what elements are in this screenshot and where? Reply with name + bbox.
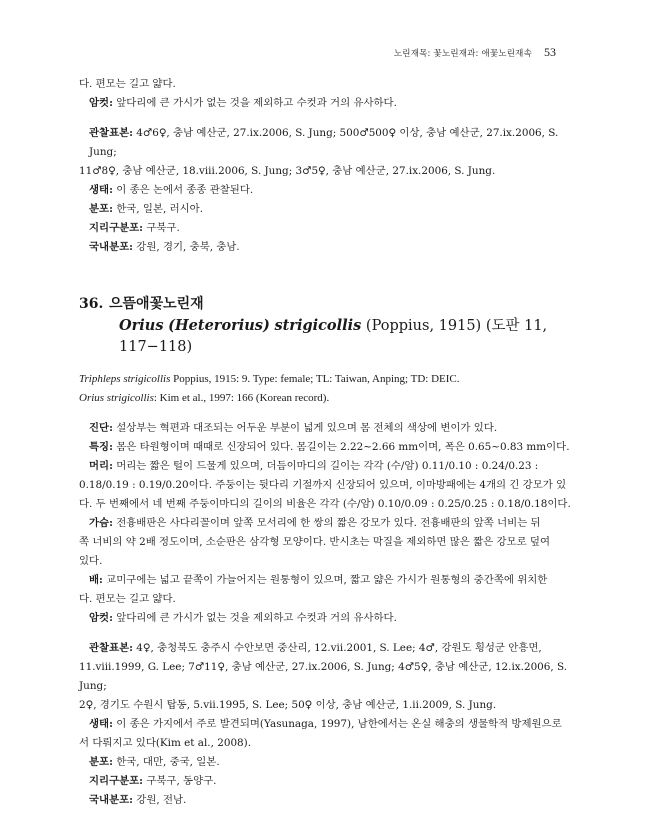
- page-body: [79, 75, 579, 810]
- reference-line: [79, 389, 579, 408]
- features-label: 특징:: [89, 441, 113, 453]
- thorax-line: 있다.: [79, 555, 103, 567]
- ecology-para: [79, 715, 579, 734]
- zoogeography-text: 구북구, 동양구.: [143, 775, 217, 787]
- korea-distribution-text: 강원, 경기, 충북, 충남.: [133, 241, 240, 253]
- diagnosis-para: [79, 419, 579, 438]
- running-header: [0, 47, 652, 63]
- species-author: (Poppius, 1915) (도판 11, 117−118): [119, 318, 548, 355]
- abdomen-line: 교미구에는 넓고 끝쪽이 가늘어지는 원통형이 있으며, 짧고 얇은 가시가 원통형의 중간쪽에 위치한: [102, 574, 548, 586]
- thorax-line: 쪽 너비의 약 2배 정도이며, 소순판은 삼각형 모양이다. 반시초는 막질을 제외하면 많은 짧은 강모로 덮여: [79, 536, 550, 548]
- features-para: [79, 438, 579, 457]
- page-number: 53: [544, 45, 556, 59]
- female-note: [79, 94, 579, 113]
- female-text: 앞다리에 큰 가시가 없는 것을 제외하고 수컷과 거의 유사하다.: [112, 612, 397, 624]
- body-line: 다. 편모는 길고 얇다.: [79, 78, 176, 90]
- specimens-para: [79, 639, 579, 658]
- zoogeography-para: [79, 772, 579, 791]
- zoogeography-label: 지리구분포:: [89, 775, 144, 787]
- thorax-line: 전흉배판은 사다리꼴이며 앞쪽 모서리에 한 쌍의 짧은 강모가 있다. 전흉배판의 앞쪽 너비는 뒤: [112, 517, 541, 529]
- thorax-para: [79, 514, 579, 533]
- reference-text: Poppius, 1915: 9. Type: female; TL: Taiwan, Anping; TD: DEIC.: [170, 373, 460, 385]
- reference-name: Orius strigicollis: [79, 392, 154, 404]
- head-para: [79, 457, 579, 476]
- head-line: 0.18/0.19 : 0.19/0.20이다. 주둥이는 뒷다리 기절까지 신장되어 있으며, 이마방패에는 4개의 긴 강모가 있: [79, 479, 567, 491]
- specimens-line: 11.viii.1999, G. Lee; 7♂11♀, 충남 예산군, 27.ix.2006, S. Jung; 4♂5♀, 충남 예산군, 12.ix.2006, S. Jung;: [79, 661, 568, 692]
- distribution-label: 분포:: [89, 203, 113, 215]
- korea-distribution-para: [79, 791, 579, 810]
- specimens-line: 4♂6♀, 충남 예산군, 27.ix.2006, S. Jung; 500♂500♀ 이상, 충남 예산군, 27.ix.2006, S. Jung;: [89, 127, 559, 158]
- female-para: [79, 609, 579, 628]
- head-line: 다. 두 번째에서 네 번째 주둥이마디의 길이의 비율은 각각 (수/암) 0.10/0.09 : 0.25/0.25 : 0.18/0.18이다.: [79, 498, 571, 510]
- specimens-line: 4♀, 충청북도 충주시 수안보면 중산리, 12.vii.2001, S. Lee; 4♂, 강원도 횡성군 안흥면,: [133, 642, 542, 654]
- thorax-label: 가슴:: [89, 517, 113, 529]
- distribution-text: 한국, 대만, 중국, 일본.: [112, 756, 220, 768]
- specimens-label: 관찰표본:: [89, 127, 133, 139]
- korea-distribution-label: 국내분포:: [89, 794, 133, 806]
- diagnosis-label: 진단:: [89, 422, 113, 434]
- korea-distribution-para: [79, 238, 579, 257]
- ecology-line: 서 다뤄지고 있다(Kim et al., 2008).: [79, 737, 252, 749]
- zoogeography-text: 구북구.: [143, 222, 180, 234]
- ecology-para: [79, 181, 579, 200]
- features-text: 몸은 타원형이며 때때로 신장되어 있다. 몸길이는 2.22~2.66 mm이며, 폭은 0.65~0.83 mm이다.: [112, 441, 570, 453]
- specimens-para: [79, 124, 579, 162]
- distribution-para: [79, 753, 579, 772]
- korea-distribution-text: 강원, 전남.: [133, 794, 187, 806]
- abdomen-line: 다. 편모는 길고 얇다.: [79, 593, 176, 605]
- specimens-line: 11♂8♀, 충남 예산군, 18.viii.2006, S. Jung; 3♂5♀, 충남 예산군, 27.ix.2006, S. Jung.: [79, 165, 496, 177]
- species-scientific-name: [79, 315, 579, 358]
- korea-distribution-label: 국내분포:: [89, 241, 133, 253]
- female-label: 암컷:: [89, 612, 113, 624]
- reference-name: Triphleps strigicollis: [79, 373, 171, 385]
- ecology-label: 생태:: [89, 184, 113, 196]
- reference-line: [79, 370, 579, 389]
- distribution-para: [79, 200, 579, 219]
- species-heading: [79, 295, 579, 313]
- epithet-name: strigicollis: [274, 317, 362, 334]
- head-line: 머리는 짧은 털이 드물게 있으며, 더듬이마디의 길이는 각각 (수/암) 0.11/0.10 : 0.24/0.23 :: [112, 460, 539, 472]
- specimens-line: 2♀, 경기도 수원시 탑동, 5.vii.1995, S. Lee; 50♀ 이상, 충남 예산군, 1.ii.2009, S. Jung.: [79, 699, 497, 711]
- reference-text: : Kim et al., 1997: 166 (Korean record).: [153, 392, 330, 404]
- ecology-label: 생태:: [89, 718, 113, 730]
- zoogeography-para: [79, 219, 579, 238]
- running-title: 노린재목: 꽃노린재과: 애꽃노린재속: [393, 49, 532, 59]
- zoogeography-label: 지리구분포:: [89, 222, 144, 234]
- head-label: 머리:: [89, 460, 113, 472]
- distribution-label: 분포:: [89, 756, 113, 768]
- female-label: 암컷:: [89, 97, 113, 109]
- species-number: 36.: [79, 296, 104, 312]
- ecology-line: 이 종은 가지에서 주로 발견되며(Yasunaga, 1997), 남한에서는 온실 해충의 생물학적 방제원으로: [112, 718, 562, 730]
- female-text: 앞다리에 큰 가시가 없는 것을 제외하고 수컷과 거의 유사하다.: [112, 97, 397, 109]
- abdomen-label: 배:: [89, 574, 103, 586]
- specimens-label: 관찰표본:: [89, 642, 133, 654]
- diagnosis-text: 설상부는 혁편과 대조되는 어두운 부분이 넓게 있으며 몸 전체의 색상에 변이가 있다.: [112, 422, 498, 434]
- abdomen-para: [79, 571, 579, 590]
- subgenus-name: (Heterorius): [168, 317, 270, 334]
- species-korean-name: 으뜸애꽃노린재: [109, 296, 204, 312]
- ecology-text: 이 종은 논에서 종종 관찰된다.: [112, 184, 254, 196]
- distribution-text: 한국, 일본, 러시아.: [112, 203, 203, 215]
- genus-name: Orius: [119, 317, 164, 334]
